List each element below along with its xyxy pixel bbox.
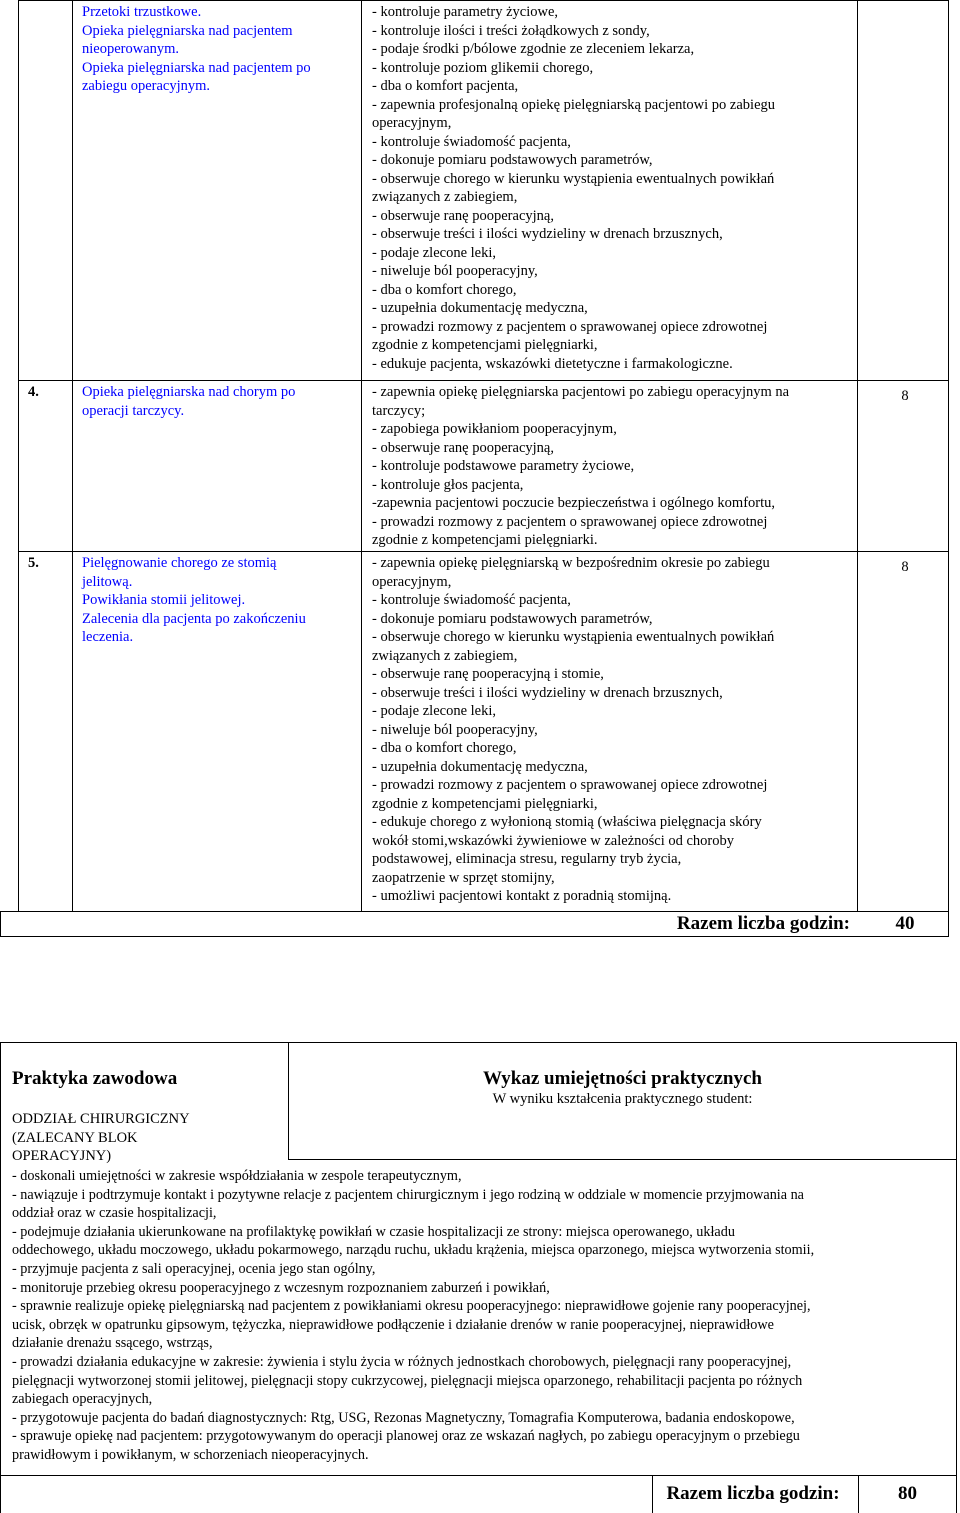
row5-topic	[82, 554, 352, 647]
row4-topic	[82, 383, 352, 420]
row4-topic-line: Opieka pielęgniarska nad chorym po	[82, 384, 296, 400]
desc-line: - zapewnia profesjonalną opiekę pielęgniarską pacjentowi po zabiegu	[372, 96, 776, 113]
desc-line: - kontroluje głos pacjenta,	[372, 476, 524, 493]
row5-topic-line: Powikłania stomii jelitowej.	[82, 592, 246, 608]
desc-line: - zapewnia opiekę pielęgniarska pacjentowi po zabiegu operacyjnym na	[372, 384, 790, 400]
desc-line: - prowadzi rozmowy z pacjentem o sprawowanej opiece zdrowotnej	[372, 318, 768, 335]
practice-title: Praktyka zawodowa	[12, 1068, 178, 1089]
desc-line: tarczycy;	[372, 402, 426, 419]
row5-description	[372, 554, 852, 906]
desc-line: - niweluje ból pooperacyjny,	[372, 263, 538, 279]
table2-total-top	[0, 1475, 957, 1476]
row4-hours: 8	[901, 388, 909, 404]
skills-subtitle: W wyniku kształcenia praktycznego student:	[492, 1091, 753, 1107]
desc-line: - niweluje ból pooperacyjny,	[372, 721, 538, 738]
row-cont-topic-line: Przetoki trzustkowe.	[82, 4, 202, 20]
desc-line: - obserwuje treści i ilości wydzieliny w drenach brzusznych,	[372, 684, 723, 701]
row4-number: 4.	[28, 384, 39, 400]
skill-line: oddechowego, układu moczowego, układu pokarmowego, narządu ruchu, układu krążenia, miejsca oparzonego, miejsca wytworzenia stomii,	[12, 1242, 815, 1259]
table2-top-border	[0, 1042, 957, 1043]
skill-line: - podejmuje działania ukierunkowane na profilaktykę powikłań w czasie hospitalizacji ze strony: miejsca operowanego, układu	[12, 1223, 735, 1240]
table1-bottom-border	[0, 936, 949, 937]
ward-line: OPERACYJNY)	[12, 1148, 112, 1164]
desc-line: - uzupełnia dokumentację medyczna,	[372, 758, 588, 775]
skill-line: - prowadzi działania edukacyjne w zakresie: żywienia i stylu życia w różnych jednostkach chorobowych, pielęgnacji rany pooperacyjnej,	[12, 1353, 792, 1370]
desc-line: - kontroluje ilości i treści żołądkowych z sondy,	[372, 22, 650, 39]
desc-line: - obserwuje chorego w kierunku wystąpienia ewentualnych powikłań	[372, 629, 775, 645]
desc-line: podstawowej, eliminacja stresu, regularny tryb życia,	[372, 851, 682, 867]
ward-line: (ZALECANY BLOK	[12, 1129, 138, 1146]
row4-topic-line: operacji tarczycy.	[82, 402, 185, 419]
skill-line: - doskonali umiejętności w zakresie współdziałania w zespole terapeutycznym,	[12, 1168, 462, 1184]
desc-line: - prowadzi rozmowy z pacjentem o sprawowanej opiece zdrowotnej	[372, 513, 768, 530]
table1-total-label: Razem liczba godzin:	[676, 913, 850, 934]
desc-line: - dba o komfort chorego,	[372, 281, 517, 298]
skill-line: - przygotowuje pacjenta do badań diagnostycznych: Rtg, USG, Rezonas Magnetyczny, Tomagrafia Komputerowa, badania endoskopowe,	[12, 1409, 795, 1426]
skills-list	[12, 1167, 952, 1465]
desc-line: - obserwuje chorego w kierunku wystąpienia ewentualnych powikłań	[372, 170, 775, 187]
desc-line: - dba o komfort chorego,	[372, 740, 517, 756]
desc-line: - edukuje chorego z wyłonioną stomią (właściwa pielęgnacja skóry	[372, 814, 762, 830]
desc-line: - podaje zlecone leki,	[372, 244, 496, 261]
table1-row-divider-3	[0, 911, 949, 912]
skills-title: Wykaz umiejętności praktycznych	[483, 1068, 762, 1089]
desc-line: operacyjnym,	[372, 573, 452, 590]
desc-line: - kontroluje świadomość pacjenta,	[372, 133, 571, 150]
row-cont-topic	[82, 3, 352, 96]
skill-line: - monitoruje przebieg okresu pooperacyjnego z wczesnym rozpoznaniem zaburzeń i powikłań,	[12, 1279, 550, 1296]
table2-header-bottom	[288, 1159, 957, 1160]
desc-line: - obserwuje ranę pooperacyjną,	[372, 207, 554, 224]
skill-line: prawidłowym i powikłanym, w schorzeniach nieoperacyjnych.	[12, 1446, 369, 1463]
row-cont-topic-line: zabiegu operacyjnym.	[82, 78, 211, 94]
table1-row-divider-1	[18, 380, 949, 381]
table1-right-border	[948, 0, 949, 937]
table1-total-value: 40	[895, 913, 915, 934]
desc-line: - obserwuje ranę pooperacyjną,	[372, 439, 554, 456]
skill-line: - przyjmuje pacjenta z sali operacyjnej, ocenia jego stan ogólny,	[12, 1260, 376, 1277]
table1-col3-divider	[857, 0, 858, 912]
desc-line: - dokonuje pomiaru podstawowych parametrów,	[372, 610, 653, 627]
desc-line: - zapobiega powikłaniom pooperacyjnym,	[372, 421, 617, 437]
table1-col2-divider	[361, 0, 362, 912]
table1-row-divider-2	[18, 551, 949, 552]
desc-line: - zapewnia opiekę pielęgniarską w bezpośrednim okresie po zabiegu	[372, 555, 770, 571]
table2-left-border	[0, 1042, 1, 1513]
desc-line: wokół stomi,wskazówki żywieniowe w zależności od choroby	[372, 832, 735, 849]
table1-top-border	[18, 0, 948, 1]
desc-line: - obserwuje ranę pooperacyjną i stomie,	[372, 666, 604, 682]
desc-line: - prowadzi rozmowy z pacjentem o sprawowanej opiece zdrowotnej	[372, 777, 768, 793]
row4-description	[372, 383, 852, 550]
skill-line: - sprawnie realizuje opiekę pielęgniarską nad pacjentem z powikłaniami okresu pooperacyjnego: nieprawidłowe gojenie rany pooperacyjnej,	[12, 1298, 811, 1315]
row5-number: 5.	[28, 555, 39, 571]
row5-topic-line: Zalecenia dla pacjenta po zakończeniu	[82, 610, 306, 627]
desc-line: - kontroluje parametry życiowe,	[372, 4, 559, 20]
skill-line: pielęgnacji wytworzonej stomii jelitowej, pielęgnacji stopy cukrzycowej, pielęgnacji miejsca oparzonego, rehabilitacji pacjenta po różnych	[12, 1372, 803, 1389]
desc-line: - podaje zlecone leki,	[372, 703, 496, 719]
table2-total-label: Razem liczba godzin:	[666, 1483, 840, 1504]
table2-right-border	[956, 1042, 957, 1513]
skill-line: - nawiązuje i podtrzymuje kontakt i pozytywne relacje z pacjentem chirurgicznym i jego rodziną w oddziale w momencie przyjmowania na	[12, 1186, 804, 1203]
desc-line: - dokonuje pomiaru podstawowych parametrów,	[372, 152, 653, 168]
desc-line: zgodnie z kompetencjami pielęgniarki,	[372, 795, 598, 812]
row-cont-description	[372, 3, 852, 373]
desc-line: - edukuje pacjenta, wskazówki dietetyczne i farmakologiczne.	[372, 355, 733, 372]
row-cont-topic-line: Opieka pielęgniarska nad pacjentem	[82, 22, 293, 39]
table1-col1-divider	[72, 0, 73, 912]
row5-topic-line: jelitową.	[82, 573, 133, 590]
skill-line: zabiegach operacyjnych,	[12, 1391, 153, 1408]
row5-topic-line: leczenia.	[82, 629, 134, 645]
desc-line: - umożliwi pacjentowi kontakt z poradnią stomijną.	[372, 888, 672, 904]
desc-line: związanych z zabiegiem,	[372, 189, 518, 205]
desc-line: zaopatrzenie w sprzęt stomijny,	[372, 869, 555, 886]
table1-total-left-border	[0, 911, 1, 937]
skill-line: oddział oraz w czasie hospitalizacji,	[12, 1205, 217, 1222]
ward-name	[12, 1110, 190, 1166]
desc-line: - kontroluje poziom glikemii chorego,	[372, 59, 594, 76]
desc-line: - obserwuje treści i ilości wydzieliny w drenach brzusznych,	[372, 226, 723, 242]
desc-line: - kontroluje podstawowe parametry życiowe,	[372, 458, 635, 474]
skill-line: działanie drenażu ssącego, wstrząs,	[12, 1335, 213, 1352]
desc-line: związanych z zabiegiem,	[372, 647, 518, 664]
desc-line: - dba o komfort pacjenta,	[372, 78, 519, 94]
row-cont-topic-line: nieoperowanym.	[82, 41, 180, 57]
desc-line: zgodnie z kompetencjami pielęgniarki.	[372, 532, 598, 548]
table1-left-border	[18, 0, 19, 912]
desc-line: operacyjnym,	[372, 115, 452, 131]
row5-hours: 8	[901, 559, 909, 575]
skill-line: - sprawuje opiekę nad pacjentem: przygotowywanym do operacji planowej oraz ze wskazań nagłych, po zabiegu operacyjnym o przebiegu	[12, 1428, 800, 1445]
desc-line: -zapewnia pacjentowi poczucie bezpieczeństwa i ogólnego komfortu,	[372, 495, 776, 511]
table2-total-value: 80	[898, 1483, 917, 1504]
desc-line: - uzupełnia dokumentację medyczna,	[372, 300, 588, 316]
row-cont-topic-line: Opieka pielęgniarska nad pacjentem po	[82, 59, 311, 76]
row5-topic-line: Pielęgnowanie chorego ze stomią	[82, 555, 277, 571]
ward-line: ODDZIAŁ CHIRURGICZNY	[12, 1111, 190, 1127]
desc-line: - kontroluje świadomość pacjenta,	[372, 592, 571, 608]
desc-line: - podaje środki p/bólowe zgodnie ze zleceniem lekarza,	[372, 41, 695, 57]
desc-line: zgodnie z kompetencjami pielęgniarki,	[372, 337, 598, 353]
skill-line: ucisk, obrzęk w opatrunku gipsowym, tężyczka, nieprawidłowe podłączenie i działanie drenów w ranie pooperacyjnej, nieprawidłowe	[12, 1316, 774, 1333]
